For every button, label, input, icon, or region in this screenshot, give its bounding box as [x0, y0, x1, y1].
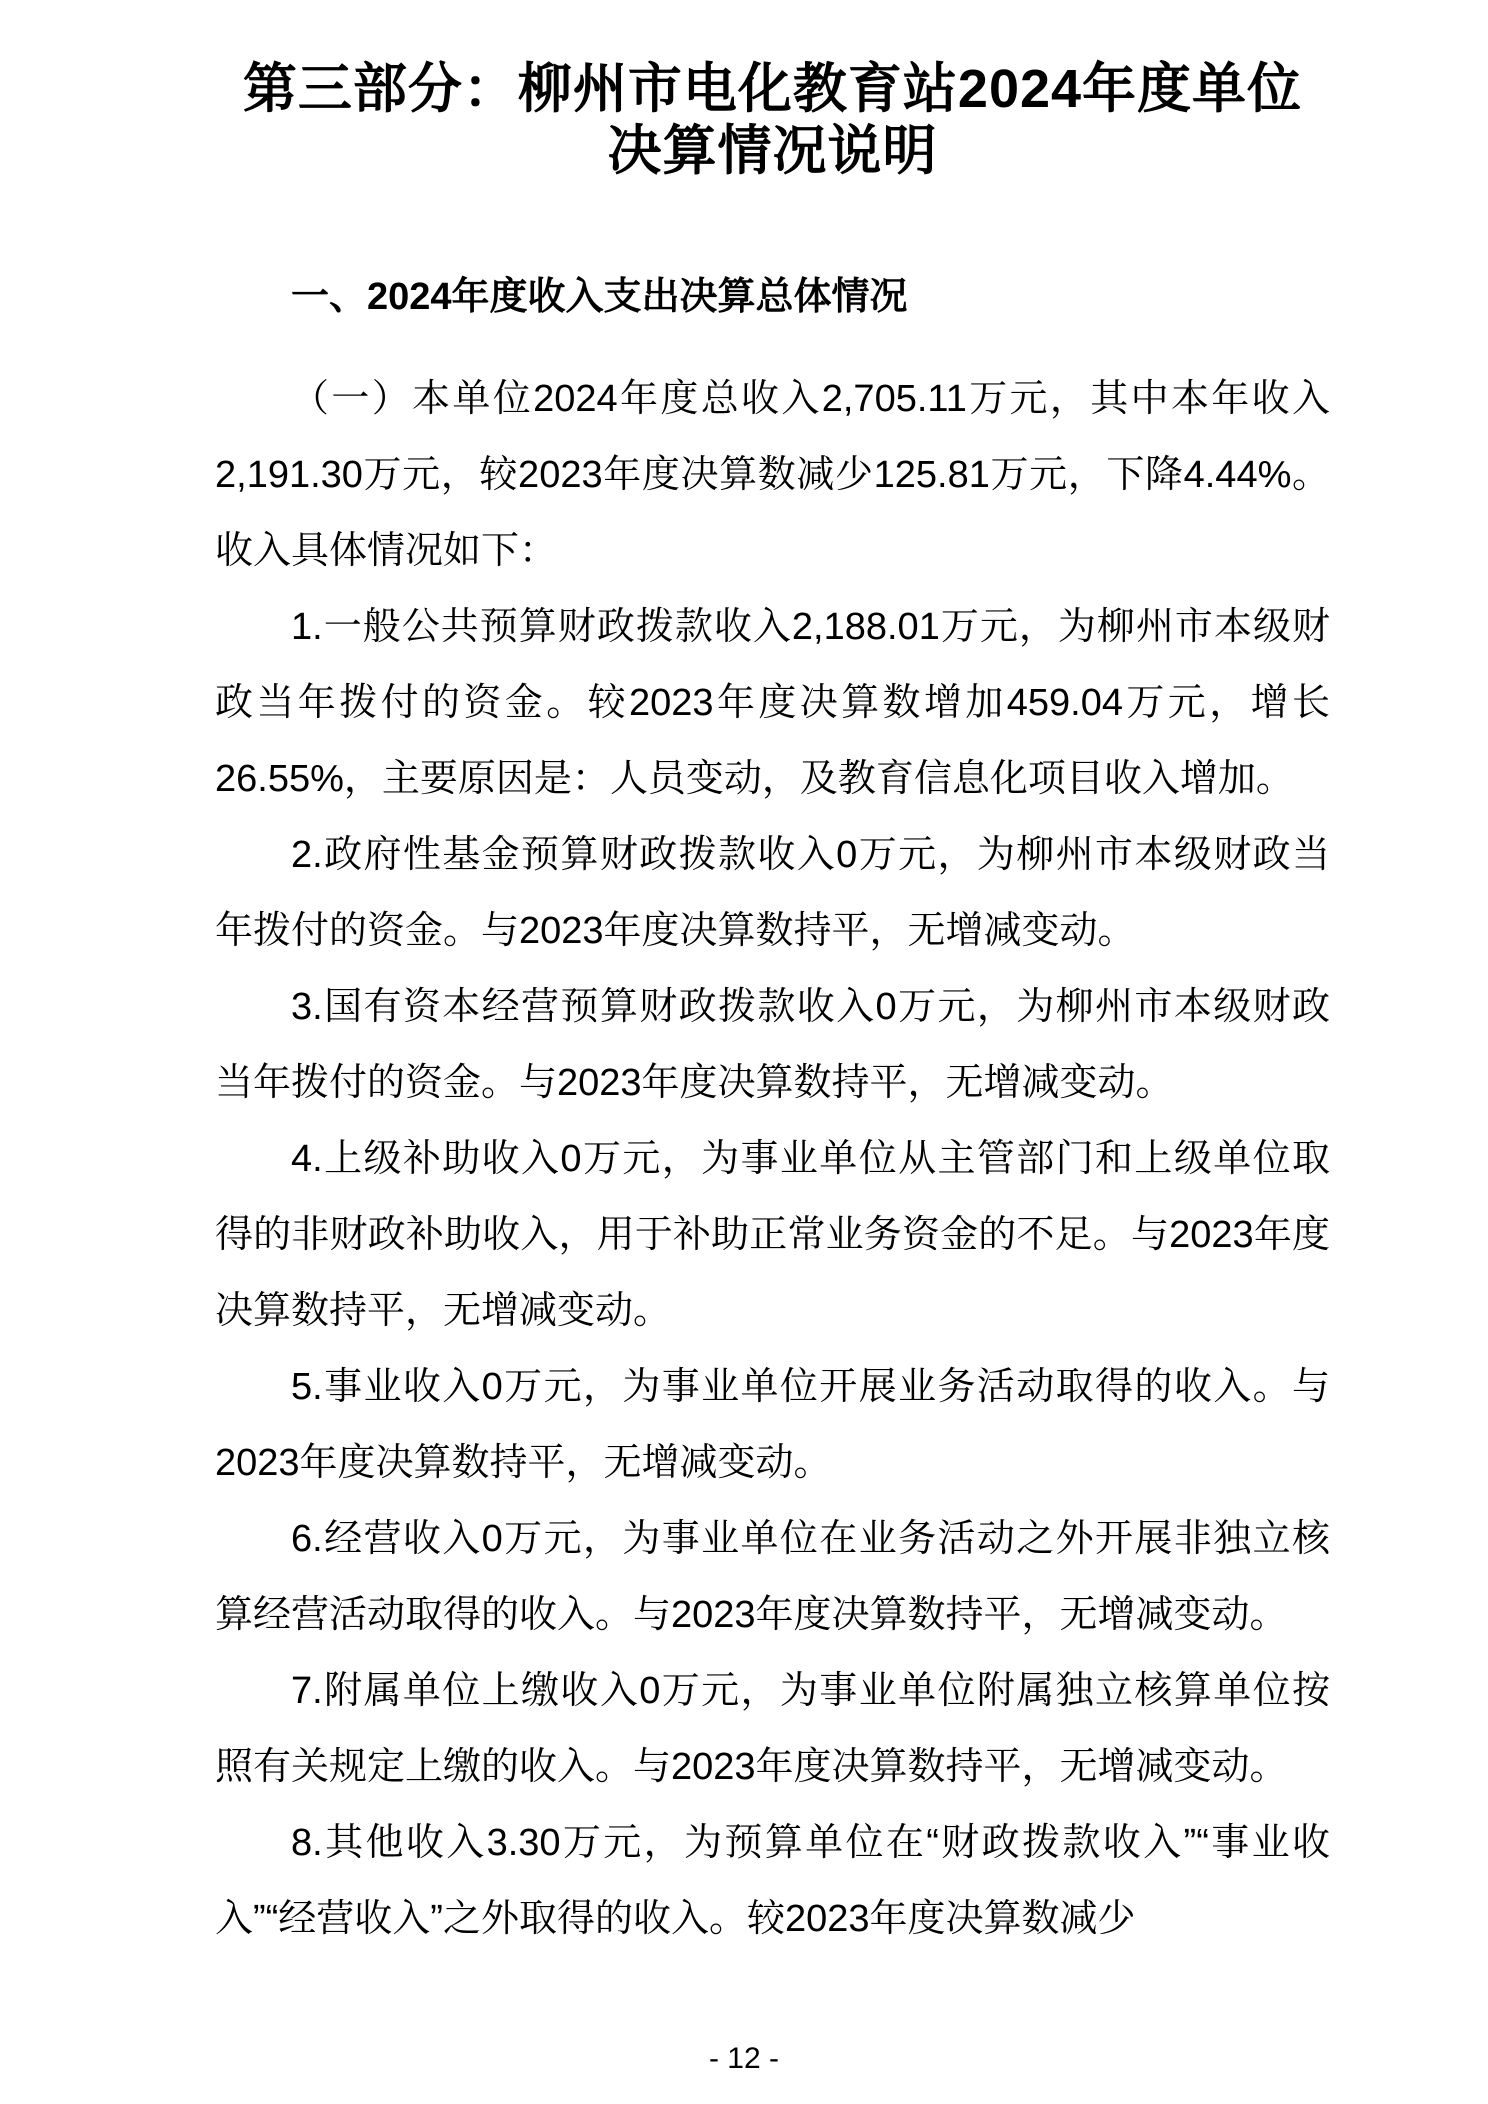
paragraph-item-2: 2.政府性基金预算财政拨款收入0万元，为柳州市本级财政当年拨付的资金。与2023年度决算数持平，无增减变动。 [215, 834, 1330, 952]
paragraph-item-6: 6.经营收入0万元，为事业单位在业务活动之外开展非独立核算经营活动取得的收入。与2023年度决算数持平，无增减变动。 [215, 1518, 1330, 1636]
document-title [215, 58, 1330, 182]
paragraph-item-4: 4.上级补助收入0万元，为事业单位从主管部门和上级单位取得的非财政补助收入，用于补助正常业务资金的不足。与2023年度决算数持平，无增减变动。 [215, 1138, 1330, 1332]
document-title-line-2: 决算情况说明 [607, 121, 938, 181]
paragraph-item-7: 7.附属单位上缴收入0万元，为事业单位附属独立核算单位按照有关规定上缴的收入。与2023年度决算数持平，无增减变动。 [215, 1670, 1330, 1788]
page-number: - 12 - [708, 2042, 780, 2075]
paragraph-item-8: 8.其他收入3.30万元，为预算单位在“财政拨款收入”“事业收入”“经营收入”之外取得的收入。较2023年度决算数减少 [215, 1822, 1330, 1940]
section-heading: 一、2024年度收入支出决算总体情况 [291, 276, 908, 318]
document-title-line-1: 第三部分：柳州市电化教育站2024年度单位 [242, 59, 1303, 119]
page-content [215, 0, 1330, 1957]
paragraph-item-3: 3.国有资本经营预算财政拨款收入0万元，为柳州市本级财政当年拨付的资金。与2023年度决算数持平，无增减变动。 [215, 986, 1330, 1104]
paragraph-item-1: 1.一般公共预算财政拨款收入2,188.01万元，为柳州市本级财政当年拨付的资金。较2023年度决算数增加459.04万元，增长26.55%，主要原因是：人员变动，及教育信息化项目收入增加。 [215, 606, 1330, 800]
body-text [215, 361, 1330, 1957]
paragraph-overview: （一）本单位2024年度总收入2,705.11万元，其中本年收入2,191.30万元，较2023年度决算数减少125.81万元，下降4.44%。收入具体情况如下： [215, 378, 1330, 572]
paragraph-item-5: 5.事业收入0万元，为事业单位开展业务活动取得的收入。与2023年度决算数持平，无增减变动。 [215, 1366, 1330, 1484]
